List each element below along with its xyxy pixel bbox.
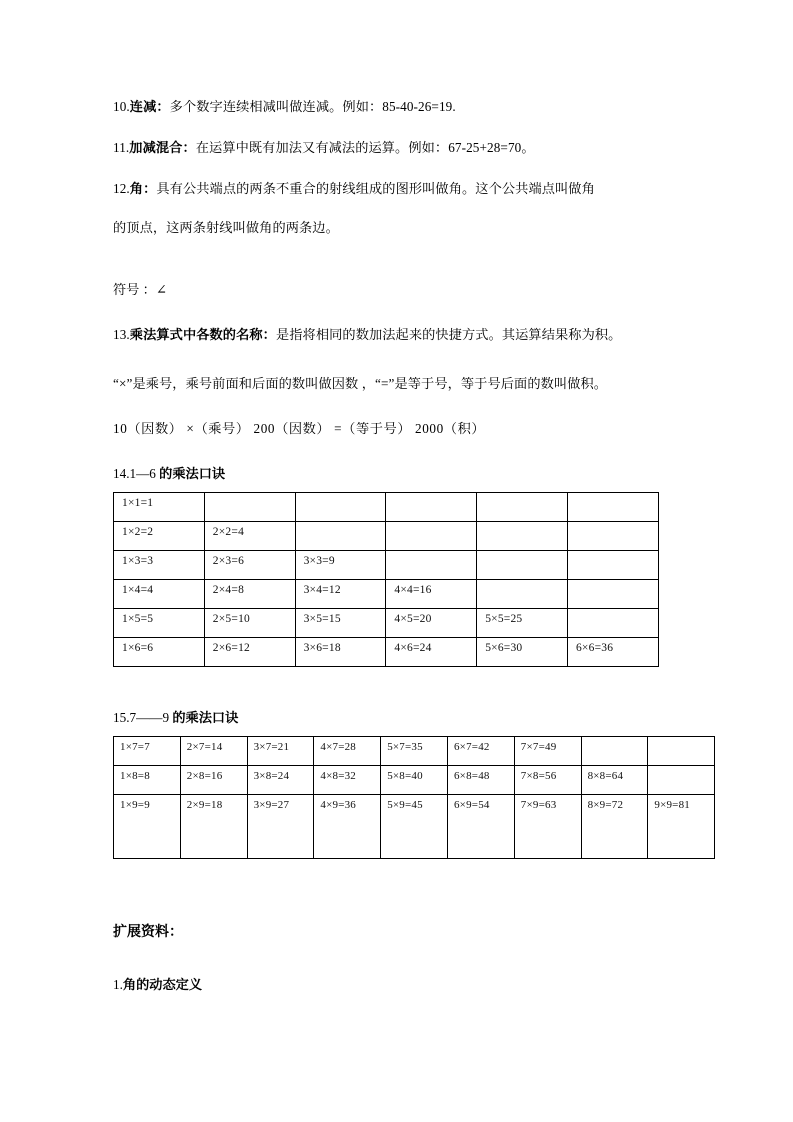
- table-cell: 7×7=49: [514, 736, 581, 765]
- entry-term: 乘法算式中各数的名称: [129, 327, 263, 342]
- entry-number: 10.: [113, 99, 130, 114]
- table-cell: 4×6=24: [386, 638, 477, 667]
- entry-body: 是指将相同的数加法起来的快捷方式。其运算结果称为积。: [275, 327, 622, 342]
- table-cell: 1×1=1: [114, 493, 205, 522]
- spacer: [113, 341, 713, 377]
- angle-symbol-line: 符号 ：∠: [113, 282, 167, 297]
- entry-term: 连减: [129, 99, 157, 114]
- table-cell: 1×9=9: [114, 794, 181, 858]
- spacer: [113, 667, 713, 693]
- table-cell: 3×4=12: [295, 580, 386, 609]
- table-cell: 4×5=20: [386, 609, 477, 638]
- table-cell: 2×6=12: [204, 638, 295, 667]
- table-cell: 4×8=32: [314, 765, 381, 794]
- table-cell: [295, 522, 386, 551]
- table-cell: 4×9=36: [314, 794, 381, 858]
- entry-term: 加减混合: [129, 140, 183, 156]
- table-cell: [567, 551, 658, 580]
- extension-item-text: 角的动态定义: [122, 976, 203, 992]
- table-cell: 6×9=54: [447, 794, 514, 858]
- table-cell: 8×8=64: [581, 765, 648, 794]
- table-cell: 3×8=24: [247, 765, 314, 794]
- table-row: [114, 522, 659, 551]
- table-cell: 3×5=15: [295, 609, 386, 638]
- table-cell: [386, 551, 477, 580]
- definition-entry-12: [113, 182, 713, 233]
- table-row: [114, 794, 715, 858]
- entry-body-line2: 的顶点，这两条射线叫做角的两条边。: [113, 219, 339, 235]
- table-row: [114, 609, 659, 638]
- multiplication-sign-explanation: “×”是乘号，乘号前面和后面的数叫做因数 ，“=”是等于号，等于号后面的数叫做积。: [113, 376, 608, 392]
- entry-colon: ：: [182, 140, 196, 156]
- entry-colon: ：: [156, 99, 170, 114]
- table-cell: 9×9=81: [648, 794, 715, 858]
- entry-body: 在运算中既有加法又有减法的运算。例如：67-25+28=70。: [195, 140, 535, 156]
- table-cell: 5×5=25: [477, 609, 568, 638]
- table-cell: 6×7=42: [447, 736, 514, 765]
- table-cell: 1×8=8: [114, 765, 181, 794]
- table-row: [114, 551, 659, 580]
- table-cell: 6×8=48: [447, 765, 514, 794]
- table-cell: 1×3=3: [114, 551, 205, 580]
- table-cell: 1×2=2: [114, 522, 205, 551]
- heading-range: 1—6: [129, 466, 160, 482]
- table-cell: [386, 522, 477, 551]
- table-cell: 3×9=27: [247, 794, 314, 858]
- spacer: [113, 859, 713, 907]
- entry-number: 13.: [113, 327, 130, 342]
- table-row: [114, 580, 659, 609]
- multiplication-table-7-9: [113, 736, 715, 859]
- extension-item-1: [113, 974, 713, 993]
- table-cell: 1×4=4: [114, 580, 205, 609]
- heading-text: 的乘法口诀: [159, 466, 226, 482]
- table-cell: 1×5=5: [114, 609, 205, 638]
- table-row: [114, 638, 659, 667]
- table-cell: [295, 493, 386, 522]
- table-cell: 5×7=35: [381, 736, 448, 765]
- definition-entry-13: [113, 328, 713, 341]
- entry-colon: ：: [262, 327, 276, 342]
- table-cell: [567, 522, 658, 551]
- heading-14-multiplication-1-6: [113, 463, 713, 482]
- table-cell: 6×6=36: [567, 638, 658, 667]
- table-cell: 1×6=6: [114, 638, 205, 667]
- factor-product-formula: 10（因数） ×（乘号） 200（因数） =（等于号） 2000（积）: [113, 421, 486, 437]
- table-row: [114, 765, 715, 794]
- table-cell: [386, 493, 477, 522]
- heading-text: 的乘法口诀: [172, 709, 239, 725]
- table-body: [114, 736, 715, 858]
- spacer: [113, 234, 713, 266]
- definition-entry-10: [113, 100, 713, 113]
- table-cell: 2×7=14: [180, 736, 247, 765]
- table-cell: [204, 493, 295, 522]
- table-cell: [477, 551, 568, 580]
- table-row: [114, 736, 715, 765]
- entry-colon: ：: [143, 181, 157, 197]
- table-cell: 8×9=72: [581, 794, 648, 858]
- table-cell: [648, 736, 715, 765]
- table-cell: 7×8=56: [514, 765, 581, 794]
- table-cell: 3×3=9: [295, 551, 386, 580]
- heading-range: 7——9: [129, 709, 173, 725]
- table-cell: [567, 609, 658, 638]
- table-cell: 4×7=28: [314, 736, 381, 765]
- entry-number: 12.: [113, 181, 130, 197]
- table-cell: [648, 765, 715, 794]
- table-cell: [581, 736, 648, 765]
- table-cell: [567, 580, 658, 609]
- heading-number: 15.: [113, 709, 130, 725]
- entry-body: 多个数字连续相减叫做连减。例如：85-40-26=19.: [169, 99, 456, 114]
- table-cell: 2×4=8: [204, 580, 295, 609]
- table-cell: 5×8=40: [381, 765, 448, 794]
- entry-number: 11.: [113, 140, 130, 156]
- table-cell: 2×5=10: [204, 609, 295, 638]
- table-cell: 2×8=16: [180, 765, 247, 794]
- table-cell: 2×2=4: [204, 522, 295, 551]
- table-cell: [477, 580, 568, 609]
- table-cell: 3×7=21: [247, 736, 314, 765]
- entry-body: 具有公共端点的两条不重合的射线组成的图形叫做角。这个公共端点叫做角: [156, 181, 595, 197]
- table-cell: [477, 522, 568, 551]
- table-cell: 2×3=6: [204, 551, 295, 580]
- table-cell: 3×6=18: [295, 638, 386, 667]
- heading-number: 14.: [113, 466, 130, 482]
- table-cell: 1×7=7: [114, 736, 181, 765]
- extension-item-number: 1.: [113, 976, 123, 992]
- table-cell: 5×9=45: [381, 794, 448, 858]
- extension-section-title: 扩展资料：: [113, 924, 183, 940]
- table-cell: [477, 493, 568, 522]
- table-cell: 5×6=30: [477, 638, 568, 667]
- multiplication-table-1-6: [113, 492, 659, 667]
- table-body: [114, 493, 659, 667]
- table-cell: 2×9=18: [180, 794, 247, 858]
- table-cell: [567, 493, 658, 522]
- table-cell: 4×4=16: [386, 580, 477, 609]
- table-cell: 7×9=63: [514, 794, 581, 858]
- definition-entry-11: [113, 141, 713, 154]
- table-row: [114, 493, 659, 522]
- heading-15-multiplication-7-9: [113, 707, 713, 726]
- entry-term: 角: [129, 181, 144, 197]
